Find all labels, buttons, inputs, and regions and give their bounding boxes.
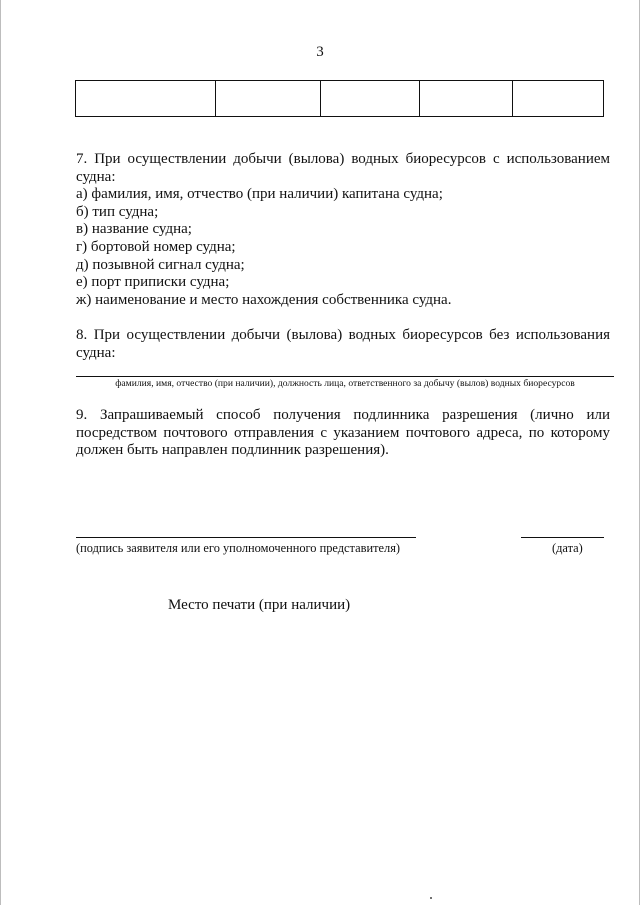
table-row: [76, 81, 604, 117]
section-9-delivery-method: [76, 407, 610, 460]
section-7-vessel-info: [76, 151, 610, 309]
section-7-item-vessel-type: б) тип судна;: [76, 203, 159, 220]
section-7-heading-line-2: судна:: [76, 168, 116, 185]
page-edge-left: [0, 0, 1, 905]
date-caption: (дата): [552, 541, 583, 555]
table-cell[interactable]: [76, 81, 216, 117]
responsible-person-field[interactable]: [76, 376, 614, 377]
section-8-without-vessel: [76, 327, 610, 362]
section-8-heading-line-2: судна:: [76, 344, 116, 361]
table-cell[interactable]: [420, 81, 513, 117]
signature-caption: (подпись заявителя или его уполномоченного представителя): [76, 541, 401, 555]
section-9-line-1: 9. Запрашиваемый способ получения подлинника разрешения (лично или: [76, 407, 610, 423]
stamp-place-label: Место печати (при наличии): [168, 597, 351, 613]
continuation-table: [75, 80, 604, 117]
table-cell[interactable]: [513, 81, 604, 117]
date-field[interactable]: [521, 537, 604, 538]
section-7-item-home-port: е) порт приписки судна;: [76, 274, 230, 291]
section-9-line-3: должен быть направлен подлинник разрешения).: [76, 442, 389, 459]
table-cell[interactable]: [321, 81, 420, 117]
scan-speck: [430, 897, 432, 899]
section-7-item-call-sign: д) позывной сигнал судна;: [76, 256, 245, 273]
page-number: 3: [316, 44, 324, 60]
table-cell[interactable]: [216, 81, 321, 117]
section-7-item-owner: ж) наименование и место нахождения собственника судна.: [76, 291, 452, 308]
section-9-line-2: посредством почтового отправления с указанием почтового адреса, по которому: [76, 424, 610, 441]
signature-field[interactable]: [76, 537, 416, 538]
section-7-item-vessel-name: в) название судна;: [76, 221, 192, 238]
section-7-item-captain: а) фамилия, имя, отчество (при наличии) капитана судна;: [76, 186, 443, 203]
section-7-item-board-number: г) бортовой номер судна;: [76, 238, 236, 255]
section-7-heading-line-1: 7. При осуществлении добычи (вылова) водных биоресурсов с использованием: [76, 151, 610, 167]
section-8-heading-line-1: 8. При осуществлении добычи (вылова) водных биоресурсов без использования: [76, 327, 610, 343]
responsible-person-caption: фамилия, имя, отчество (при наличии), должность лица, ответственного за добычу (вылов) водных биоресурсов: [115, 378, 575, 389]
